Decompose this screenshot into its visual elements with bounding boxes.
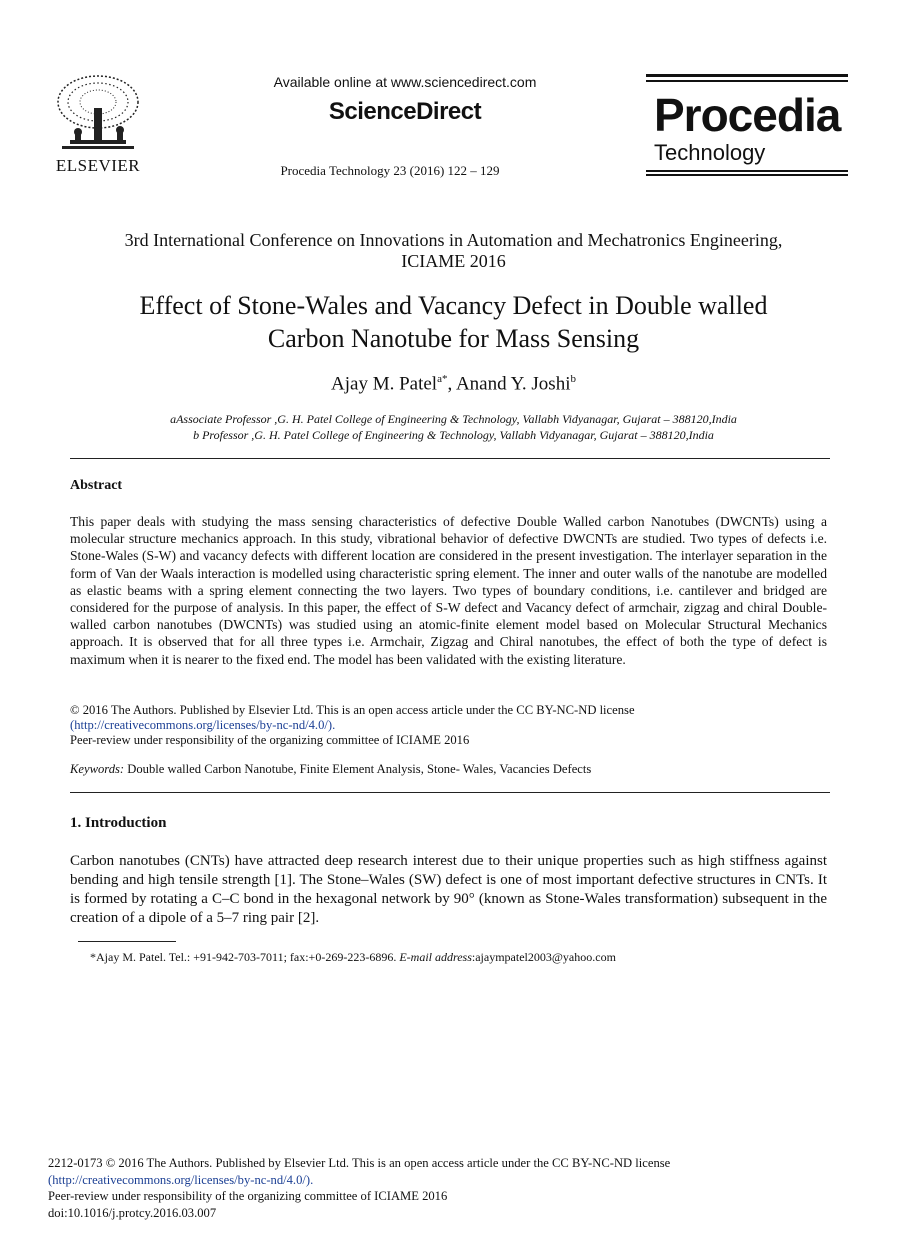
abstract-text: This paper deals with studying the mass sensing characteristics of defective Double Walled carbon Nanotubes (DWCNTs) using a molecular structure mechanics approach. In this study, vibrational behavior of defective DWCNTs are studied. Two types of defects i.e. Stone-Wales (S-W) and vacancy defects with different location are considered in the present investigation. The interlayer separation in the form of Van der Waals interaction is modelled using characteristic spring element. The inner and outer walls of the nanotube are modelled as elastic beams with a spring element connecting the two layers. Two types of boundary conditions, i.e. cantilever and bridged are considered for the purpose of analysis. In this paper, the effect of S-W defect and Vacancy defect of armchair, zigzag and chiral Double-walled carbon nanotubes (DWCNTs) was studied using an atomic-finite element model based on Molecular Structural Mechanics approach. It is observed that for all three types i.e. Armchair, Zigzag and Chiral nanotubes, the effect of both the type of defect is maximum when it is nearer to the fixed end. The model has been validated with the existing literature. <box>70 514 827 667</box>
affiliation-a: aAssociate Professor ,G. H. Patel College of Engineering & Technology, Vallabh Vidyanagar, Gujarat – 388120,India <box>170 412 737 426</box>
keywords-label: Keywords: <box>70 762 125 776</box>
section-divider <box>70 458 830 459</box>
technology-wordmark: Technology <box>654 140 766 165</box>
sciencedirect-logo: ScienceDirect <box>328 98 482 125</box>
logo-rule-top-thin <box>646 80 848 82</box>
keywords-list: Double walled Carbon Nanotube, Finite Element Analysis, Stone- Wales, Vacancies Defects <box>124 762 592 776</box>
license-link[interactable]: (http://creativecommons.org/licenses/by-nc-nd/4.0/). <box>70 718 336 732</box>
email-label: E-mail address <box>399 950 472 964</box>
elsevier-wordmark: ELSEVIER <box>55 156 141 175</box>
keywords <box>70 762 591 777</box>
paper-title-line-2: Carbon Nanotube for Mass Sensing <box>267 324 640 353</box>
peer-review-line: Peer-review under responsibility of the organizing committee of ICIAME 2016 <box>70 733 470 747</box>
issn-copyright-line: 2212-0173 © 2016 The Authors. Published by Elsevier Ltd. This is an open access article under the CC BY-NC-ND license <box>48 1156 671 1170</box>
procedia-wordmark: Procedia <box>654 89 841 141</box>
bottom-peer-review-line: Peer-review under responsibility of the organizing committee of ICIAME 2016 <box>48 1189 448 1203</box>
doi: doi:10.1016/j.protcy.2016.03.007 <box>48 1205 217 1220</box>
affiliation-b: b Professor ,G. H. Patel College of Engineering & Technology, Vallabh Vidyanagar, Gujarat – 388120,India <box>193 428 714 442</box>
available-online-text: Available online at www.sciencedirect.com <box>273 74 537 90</box>
copyright-line: © 2016 The Authors. Published by Elsevier Ltd. This is an open access article under the CC BY-NC-ND license <box>70 703 635 717</box>
author-2-affiliation-mark: b <box>570 373 576 385</box>
logo-rule-top <box>646 74 848 77</box>
corresponding-author-footnote <box>90 950 616 965</box>
introduction-heading: 1. Introduction <box>70 815 167 831</box>
abstract-heading: Abstract <box>70 478 123 493</box>
paper-title-line-1: Effect of Stone-Wales and Vacancy Defect in Double walled <box>139 291 768 320</box>
footnote-contact: *Ajay M. Patel. Tel.: +91-942-703-7011; fax:+0-269-223-6896. <box>90 950 400 964</box>
email-address: :ajaympatel2003@yahoo.com <box>471 950 616 964</box>
logo-rule-bottom <box>646 174 848 176</box>
author-list <box>50 373 857 395</box>
author-2: Anand Y. Joshi <box>455 373 571 395</box>
author-separator: , <box>447 373 456 395</box>
copyright-notice <box>70 703 830 748</box>
author-1: Ajay M. Patel <box>331 373 438 395</box>
conference-name-line-2: ICIAME 2016 <box>401 251 506 271</box>
conference-name-line-1: 3rd International Conference on Innovations in Automation and Mechatronics Engineering, <box>124 230 783 250</box>
bottom-license-link[interactable]: (http://creativecommons.org/licenses/by-nc-nd/4.0/). <box>48 1172 314 1187</box>
introduction-text: Carbon nanotubes (CNTs) have attracted deep research interest due to their unique properties such as high stiffness against bending and high tensile strength [1]. The Stone–Wales (SW) defect is one of most important defective structures in CNTs. It is formed by rotating a C–C bond in the hexagonal network by 90° (known as Stone-Wales transformation) subsequent in the creation of a dipole of a 5–7 ring pair [2]. <box>70 853 827 926</box>
logo-rule-bottom-thin <box>646 170 848 172</box>
footnote-rule <box>78 941 176 942</box>
section-divider <box>70 792 830 793</box>
author-1-affiliation-mark: a* <box>437 373 448 385</box>
procedia-technology-logo <box>646 74 848 176</box>
journal-reference: Procedia Technology 23 (2016) 122 – 129 <box>280 163 500 178</box>
bottom-copyright-block <box>48 1155 808 1221</box>
